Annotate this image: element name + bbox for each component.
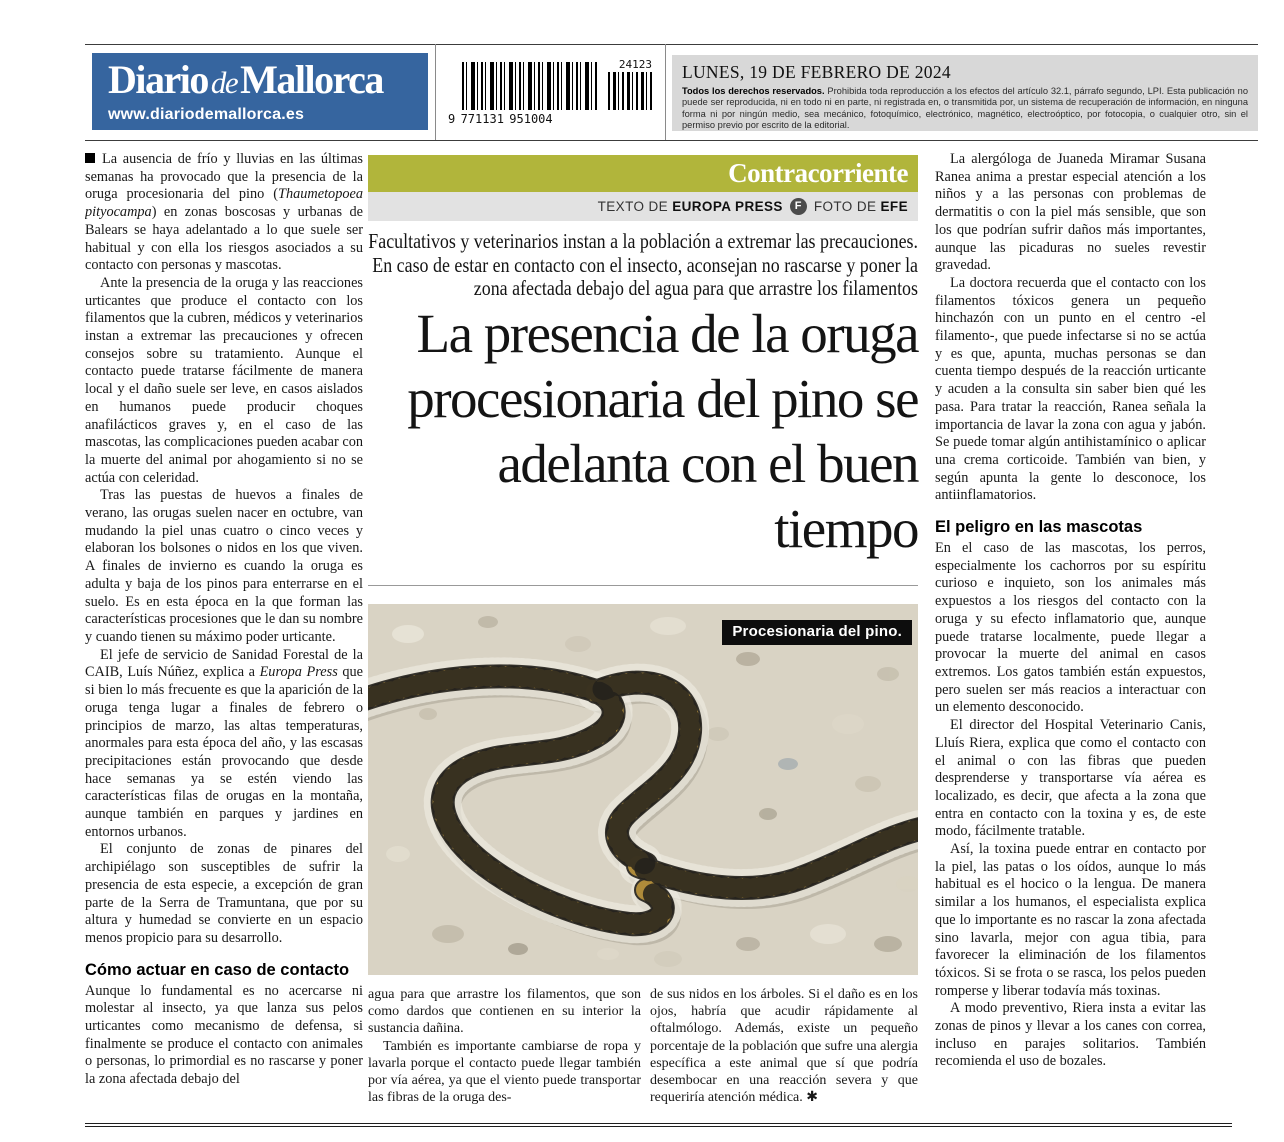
barcode — [448, 56, 658, 130]
article-subhead: El peligro en las mascotas — [935, 518, 1143, 537]
kicker-bar — [368, 155, 918, 192]
article-paragraph: Aunque lo fundamental es no acercarse ni molestar al insecto, ya que lanza sus pelos urticantes como mecanismo de defensa, si finalmente se produce el contacto con animales o personas, lo primordial es no rascarse y poner la zona afectada debajo del — [85, 982, 363, 1088]
article-paragraph: La doctora recuerda que el contacto con los filamentos tóxicos genera un pequeño hinchazón con un punto en el centro -el filamento-, que puede infectarse si no se actúa y es que, apunta, muchas personas se dan cuenta tiempo después de la reacción urticante y acuden a la consulta sin saber bien qué les pasa. Para tratar la reacción, Ranea señala la importancia de lavar la zona con agua y jabón. Se puede tomar algún antihistamínico o aplicar una crema corticoide. También van bien, y según apunta la gente lo desconoce, los antiinflamatorios. — [935, 274, 1206, 504]
copyright-box — [672, 55, 1258, 131]
article-paragraph: de sus nidos en los árboles. Si el daño es en los ojos, habría que acudir rápidamente al oftalmólogo. Además, existe un pequeño porcentaje de la población que sufre una alergia específica a este animal que sí que podría desembocar en una reacción severa y que requeriría atención médica. ✱ — [650, 987, 918, 1106]
article-column-middle-a — [368, 986, 641, 1117]
byline-text-label: TEXTO DE — [597, 199, 669, 214]
article-paragraph: El conjunto de zonas de pinares del archipiélago son susceptibles de sufrir la presencia de esta especie, a excepción de gran parte de la Serra de Tramuntana, que por su altura y humedad se convierte en un espacio menos propicio para su desarrollo. — [85, 841, 363, 946]
footer-double-rule — [85, 1123, 1232, 1127]
article-paragraph: También es importante cambiarse de ropa y lavarla porque el contacto puede llegar también por vía aérea, ya que el viento puede transportar las fibras de la oruga des- — [368, 1038, 641, 1106]
article-paragraph: El jefe de servicio de Sanidad Forestal de la CAIB, Luís Núñez, explica a Europa Press que si bien lo más frecuente es que la aparición de la oruga tenga lugar a finales de febrero o principios de marzo, las altas temperaturas, anormales para esta época del año, y las escasas precipitaciones están provocando que desde hace semanas ya se estén viendo las características filas de orugas en la montaña, aunque también en parques y jardines en entornos urbanos. — [85, 646, 363, 840]
barcode-addon-number: 24123 — [618, 58, 652, 71]
masthead-title — [108, 58, 428, 105]
barcode-bars-icon — [462, 62, 598, 110]
masthead-word-diario: Diario — [108, 57, 208, 102]
barcode-addon-bars-icon — [608, 72, 652, 110]
kicker-title: Contracorriente — [728, 158, 908, 188]
article-column-middle-b — [650, 986, 918, 1117]
article-paragraph: El director del Hospital Veterinario Canis, Lluís Riera, explica que como el contacto con el animal o con las fibras que pueden desprenderse y transportarse vía aérea es localizado, es decir, que afecta a la zona que entra en contacto con la toxina y es, de este modo, fácilmente tratable. — [935, 717, 1206, 840]
masthead-logo — [92, 53, 428, 130]
article-paragraph: La ausencia de frío y lluvias en las últimas semanas ha provocado que la presencia de la oruga procesionaria del pino (Thaumetopoea pityocampa) en zonas boscosas y urbanas de Balears se haya adelantado a lo que suele ser habitual y con ella los riesgos asociados a su contacto con personas y mascotas. — [85, 151, 363, 274]
byline-bar — [368, 192, 918, 221]
standfirst: Facultativos y veterinarios instan a la población a extremar las precauciones. En caso de estar en contacto con el insecto, aconsejan no rascarse y poner la zona afectada debajo del agua para que arrastre los filamentos — [368, 229, 918, 300]
masthead-website: www.diariodemallorca.es — [108, 106, 305, 123]
headline-rule — [368, 585, 918, 586]
barcode-lead-digit: 9 — [448, 112, 456, 126]
article-paragraph: La alergóloga de Juaneda Miramar Susana Ranea anima a prestar especial atención a los niños y a las personas con problemas de dermatitis o con la piel más sensible, que son los que podrían sufrir daños más importantes, aunque las picaduras no sueles revestir gravedad. — [935, 151, 1206, 274]
photo-agency-badge-icon: F — [790, 198, 807, 215]
dateline: LUNES, 19 DE FEBRERO DE 2024 — [682, 62, 951, 82]
rights-notice — [682, 86, 1248, 131]
header-divider-right — [665, 44, 666, 140]
article-paragraph: A modo preventivo, Riera insta a evitar las zonas de pinos y llevar a los canes con correa, incluso en parajes solitarios. También recomienda el uso de bozales. — [935, 1000, 1206, 1070]
byline-text-author: EUROPA PRESS — [672, 199, 783, 214]
header-top-rule — [85, 44, 1258, 45]
article-subhead: Cómo actuar en caso de contacto — [85, 960, 350, 979]
headline: La presencia de la oruga procesionaria del pino se adelanta con el buen tiempo — [407, 303, 918, 559]
byline-photo-author: EFE — [880, 199, 908, 214]
paragraph-square-marker-icon — [85, 153, 95, 163]
rights-bold: Todos los derechos reservados. — [682, 86, 825, 96]
header-divider-left — [435, 44, 436, 140]
article-paragraph: agua para que arrastre los filamentos, que son como dardos que contienen en su interior la sustancia dañina. — [368, 987, 641, 1037]
article-paragraph: Tras las puestas de huevos a finales de verano, las orugas suelen nacer en octubre, van mudando la piel unas cuatro o cinco veces y elaboran los bolsones o nidos en los que viven. A finales de invierno es cuando la oruga es adulta y baja de los pinos para enterrarse en el suelo. Es en esta época en la que forman las características procesiones que le dan su nombre y cuando tienen su máximo poder urticante. — [85, 487, 363, 645]
photo-caption: Procesionaria del pino. — [722, 620, 912, 645]
byline-photo-label: FOTO DE — [813, 199, 877, 214]
caterpillar-photo-illustration — [368, 604, 918, 975]
article-paragraph: En el caso de las mascotas, los perros, especialmente los cachorros por su espíritu curioso e inquieto, son los animales más expuestos a los riesgos del contacto con la oruga y su efecto inflamatorio que, aunque puede tratarse localmente, puede llegar a provocar la muerte del animal en casos extremos. Los gatos también están expuestos, pero suelen ser más reacios a interactuar con un elemento desconocido. — [935, 540, 1206, 716]
article-photo — [368, 604, 918, 975]
rights-text: Prohibida toda reproducción a los efectos del artículo 32.1, párrafo segundo, LPI. Esta publicación no puede ser reproducida, ni en todo ni en parte, ni registrada en, o transmitida por, un sistema de recuperación de información, en ninguna forma ni por ningún medio, sea mecánico, fotoquímico, electrónico, magnético, electroóptico, por fotocopia, o cualquier otro, sin el permiso previo por escrito de la editorial. — [682, 86, 1248, 130]
masthead-word-de: de — [210, 65, 238, 100]
masthead-word-mallorca: Mallorca — [240, 57, 383, 102]
article-paragraph: Ante la presencia de la oruga y las reacciones urticantes que produce el contacto con los filamentos que la cubren, médicos y veterinarios instan a extremar las precauciones y ofrecen consejos sobre su tratamiento. Aunque el contacto puede tratarse fácilmente de manera local y el daño suele ser leve, en casos aislados en humanos puede producir choques anafilácticos graves y, en el caso de las mascotas, las complicaciones pueden acabar con la muerte del animal por ahogamiento si no se actúa con celeridad. — [85, 274, 363, 486]
barcode-number — [448, 112, 598, 126]
barcode-group2: 951004 — [509, 112, 553, 126]
barcode-group1: 771131 — [460, 112, 504, 126]
article-column-left — [85, 151, 363, 1117]
article-paragraph: Así, la toxina puede entrar en contacto por la piel, las patas o los oídos, aunque lo más habitual es el hocico o la lengua. De manera similar a los humanos, el especialista explica que lo importante es no rascar la zona afectada sino lavarla, mejor con agua tibia, para favorecer la eliminación de los filamentos tóxicos. Si se frota o se rasca, los pelos pueden romperse y liberar todavía más toxinas. — [935, 841, 1206, 999]
article-column-right — [935, 151, 1206, 1117]
header-bottom-rule — [85, 140, 1258, 141]
